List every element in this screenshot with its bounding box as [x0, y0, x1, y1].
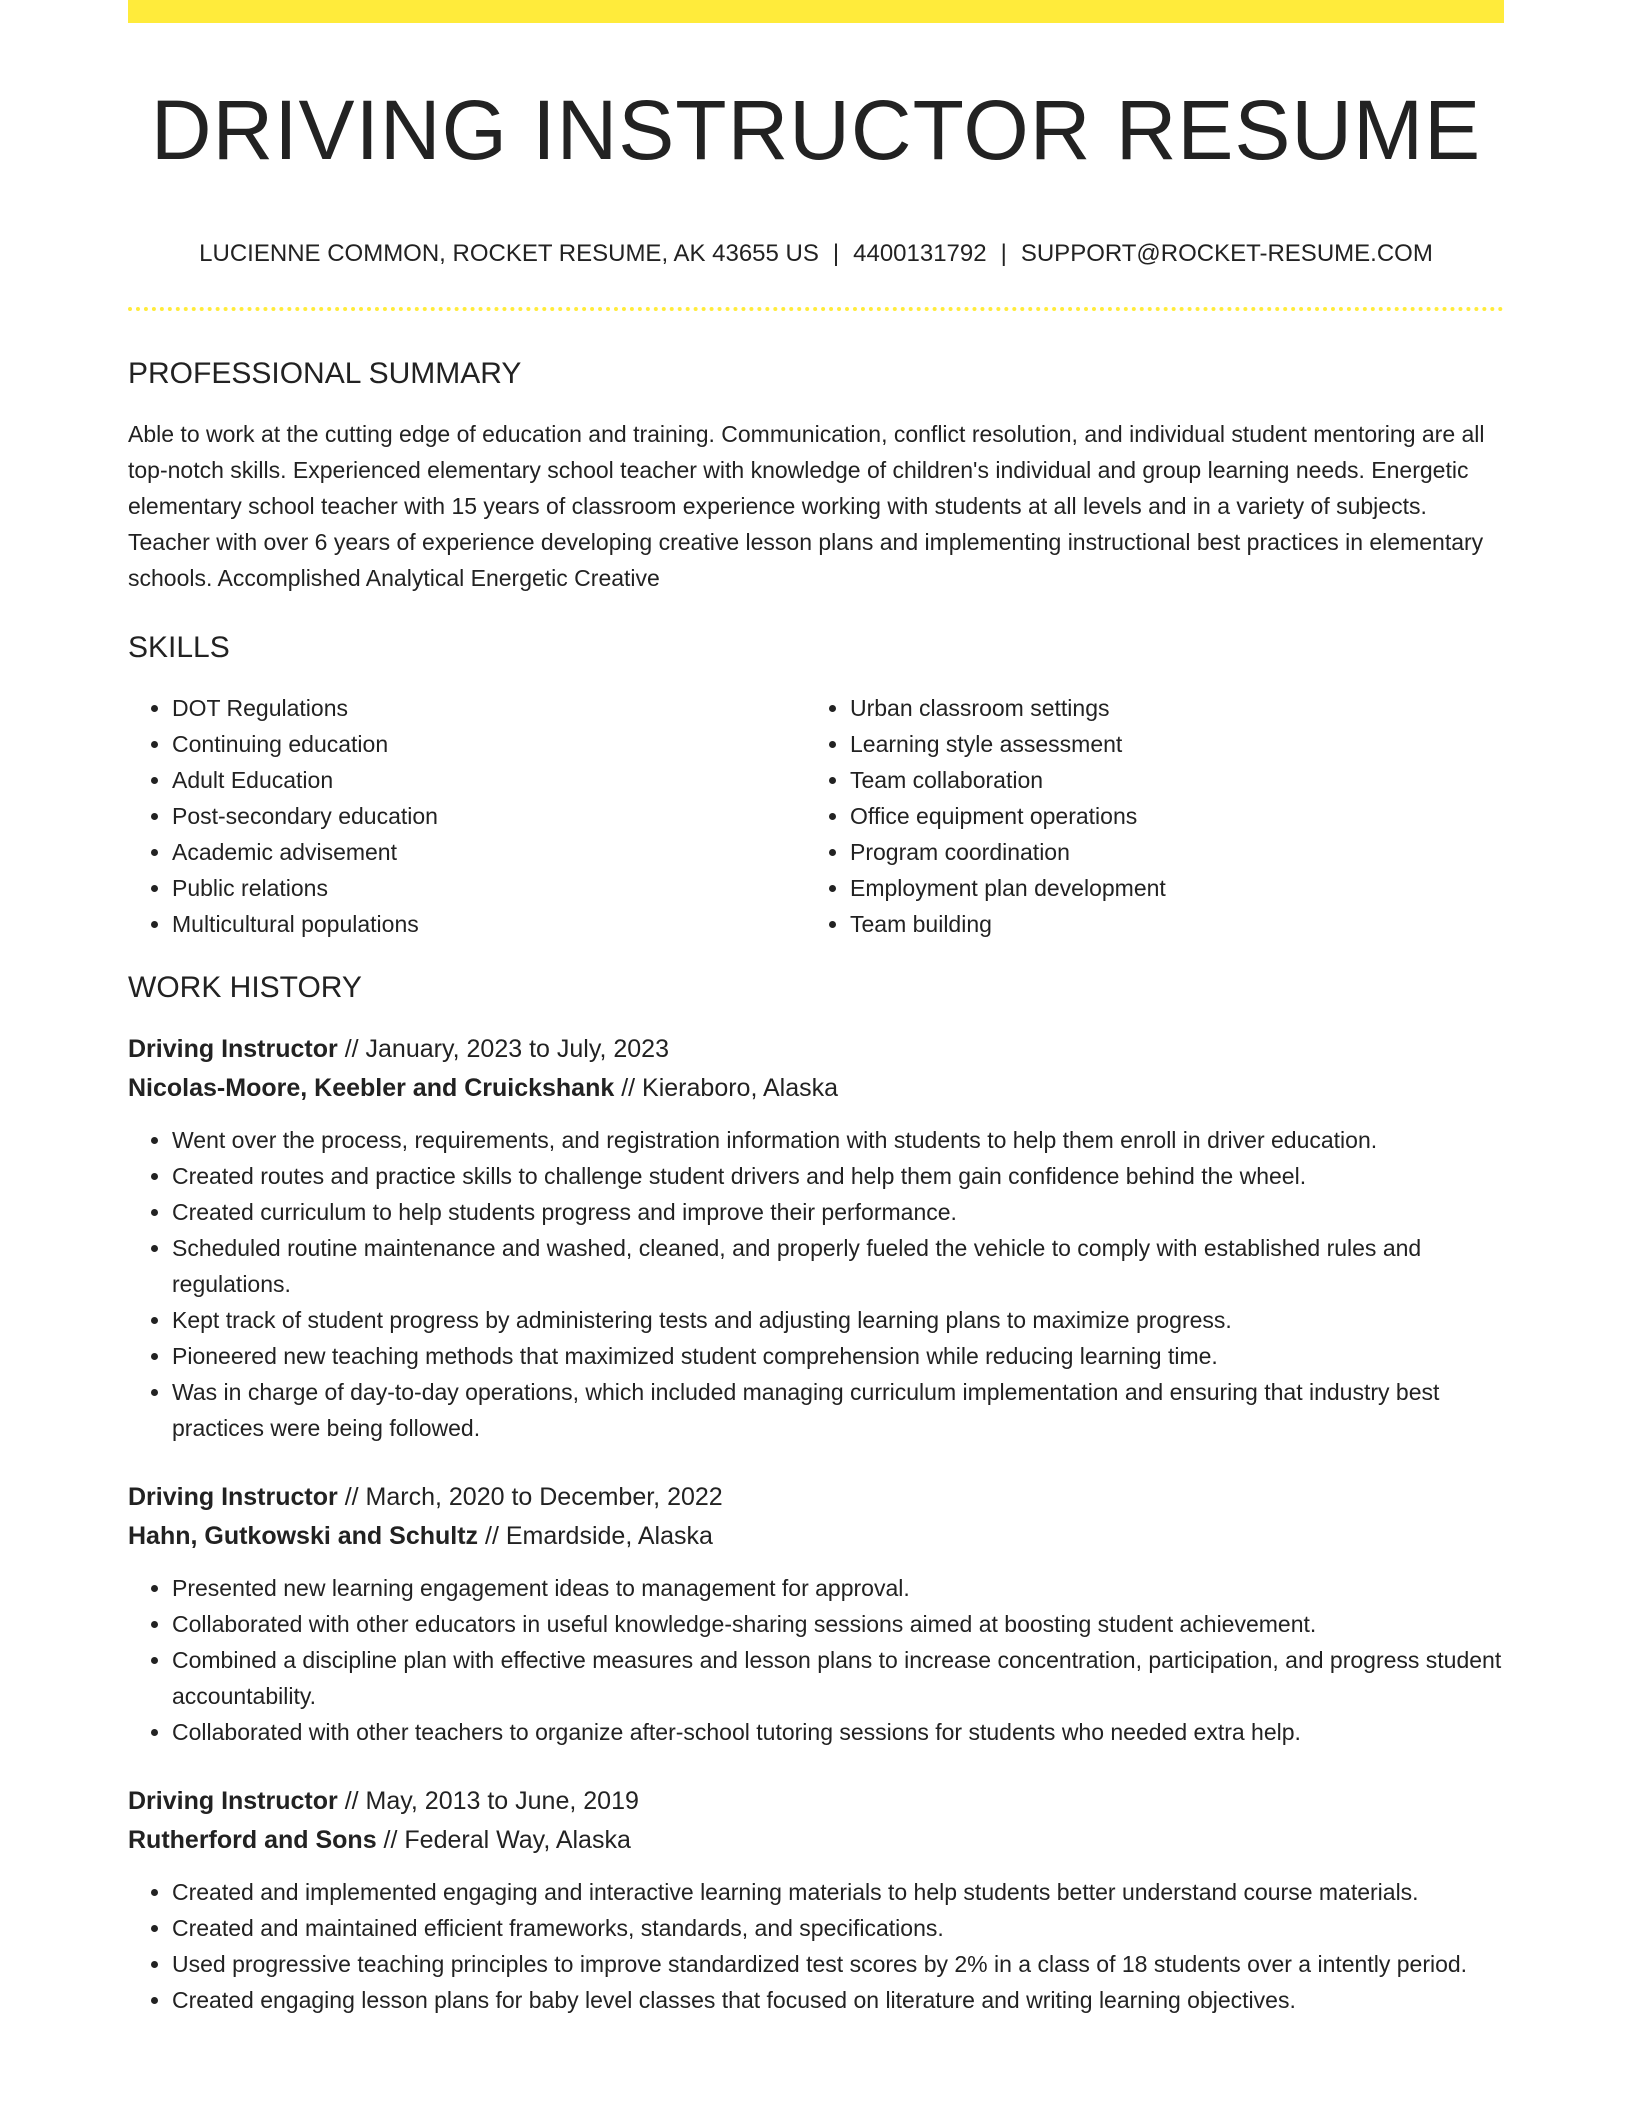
job-entry — [128, 1782, 1504, 2018]
skills-section — [128, 626, 1504, 942]
job-location: // Kieraboro, Alaska — [614, 1074, 838, 1102]
job-bullet: • Pioneered new teaching methods that maximized student comprehension while reducing learning time. — [172, 1338, 1504, 1374]
job-bullet: • Went over the process, requirements, and registration information with students to help them enroll in driver education. — [172, 1122, 1504, 1158]
work-history-heading: WORK HISTORY — [128, 971, 362, 1004]
job-title: Driving Instructor — [128, 1483, 338, 1511]
skill-item: • Program coordination — [850, 834, 1484, 870]
job-bullet: • Created curriculum to help students progress and improve their performance. — [172, 1194, 1504, 1230]
skills-heading: SKILLS — [128, 631, 230, 664]
job-entry — [128, 1478, 1504, 1750]
job-title-line — [128, 1030, 1504, 1069]
job-company-line — [128, 1821, 1504, 1860]
job-bullets — [128, 1570, 1504, 1750]
contact-line — [128, 236, 1504, 272]
job-title-line — [128, 1782, 1504, 1821]
job-bullet: • Combined a discipline plan with effective measures and lesson plans to increase concentration, participation, and progress student accountability. — [172, 1642, 1504, 1714]
resume-title: DRIVING INSTRUCTOR RESUME — [150, 83, 1482, 177]
job-bullet: • Used progressive teaching principles to improve standardized test scores by 2% in a class of 18 students over a intently period. — [172, 1946, 1504, 1982]
summary-heading: PROFESSIONAL SUMMARY — [128, 357, 522, 390]
work-history-section — [128, 966, 1504, 2018]
job-bullets — [128, 1122, 1504, 1446]
dotted-divider — [128, 307, 1504, 311]
job-company-line — [128, 1517, 1504, 1556]
skill-item: • Public relations — [172, 870, 806, 906]
job-bullet: • Was in charge of day-to-day operations, which included managing curriculum implementation and ensuring that industry best practices were being followed. — [172, 1374, 1504, 1446]
job-location: // Emardside, Alaska — [478, 1522, 713, 1550]
job-title-line — [128, 1478, 1504, 1517]
summary-text: Able to work at the cutting edge of education and training. Communication, conflict resolution, and individual student mentoring are all top-notch skills. Experienced elementary school teacher with knowledge of children's individual and group learning needs. Energetic elementary school teacher with 15 years of classroom experience working with students at all levels and in a variety of subjects. Teacher with over 6 years of experience developing creative lesson plans and implementing instructional best practices in elementary schools. Accomplished Analytical Energetic Creative — [128, 421, 1485, 591]
job-entry — [128, 1030, 1504, 1446]
skills-list-left — [128, 690, 806, 942]
skill-item: • Multicultural populations — [172, 906, 806, 942]
contact-separator: | — [1000, 240, 1007, 267]
summary-section — [128, 352, 1504, 596]
resume-page — [128, 0, 1504, 2112]
job-bullet: • Created and maintained efficient frameworks, standards, and specifications. — [172, 1910, 1504, 1946]
skill-item: • Continuing education — [172, 726, 806, 762]
skills-list-right — [806, 690, 1484, 942]
skill-item: • Adult Education — [172, 762, 806, 798]
resume-content — [128, 352, 1504, 2050]
job-title: Driving Instructor — [128, 1035, 338, 1063]
skill-item: • Post-secondary education — [172, 798, 806, 834]
contact-separator: | — [832, 240, 840, 267]
job-company-line — [128, 1069, 1504, 1108]
job-bullet: • Created and implemented engaging and interactive learning materials to help students better understand course materials. — [172, 1874, 1504, 1910]
job-company: Hahn, Gutkowski and Schultz — [128, 1522, 479, 1550]
contact-email[interactable]: SUPPORT@ROCKET-RESUME.COM — [1020, 240, 1433, 267]
skill-item: • Team collaboration — [850, 762, 1484, 798]
job-bullet: • Scheduled routine maintenance and washed, cleaned, and properly fueled the vehicle to comply with established rules and regulations. — [172, 1230, 1504, 1302]
contact-address: LUCIENNE COMMON, ROCKET RESUME, AK 43655 US — [199, 240, 819, 267]
job-bullet: • Created engaging lesson plans for baby level classes that focused on literature and writing learning objectives. — [172, 1982, 1504, 2018]
top-accent-bar — [128, 0, 1504, 23]
skill-item: • Office equipment operations — [850, 798, 1484, 834]
job-bullet: • Collaborated with other educators in useful knowledge-sharing sessions aimed at boosting student achievement. — [172, 1606, 1504, 1642]
job-location: // Federal Way, Alaska — [376, 1826, 631, 1854]
skill-item: • DOT Regulations — [172, 690, 806, 726]
job-bullet: • Collaborated with other teachers to organize after-school tutoring sessions for students who needed extra help. — [172, 1714, 1504, 1750]
job-dates: // January, 2023 to July, 2023 — [337, 1035, 669, 1063]
job-company: Rutherford and Sons — [128, 1826, 377, 1854]
job-title: Driving Instructor — [128, 1787, 338, 1815]
job-bullets — [128, 1874, 1504, 2018]
skill-item: • Urban classroom settings — [850, 690, 1484, 726]
skill-item: • Employment plan development — [850, 870, 1484, 906]
job-dates: // March, 2020 to December, 2022 — [337, 1483, 723, 1511]
job-bullet: • Kept track of student progress by administering tests and adjusting learning plans to maximize progress. — [172, 1302, 1504, 1338]
job-bullet: • Presented new learning engagement ideas to management for approval. — [172, 1570, 1504, 1606]
job-dates: // May, 2013 to June, 2019 — [337, 1787, 639, 1815]
job-company: Nicolas-Moore, Keebler and Cruickshank — [128, 1074, 615, 1102]
contact-phone: 4400131792 — [853, 240, 987, 267]
skill-item: • Team building — [850, 906, 1484, 942]
skills-columns — [128, 690, 1504, 942]
skill-item: • Learning style assessment — [850, 726, 1484, 762]
job-bullet: • Created routes and practice skills to challenge student drivers and help them gain confidence behind the wheel. — [172, 1158, 1504, 1194]
skill-item: • Academic advisement — [172, 834, 806, 870]
